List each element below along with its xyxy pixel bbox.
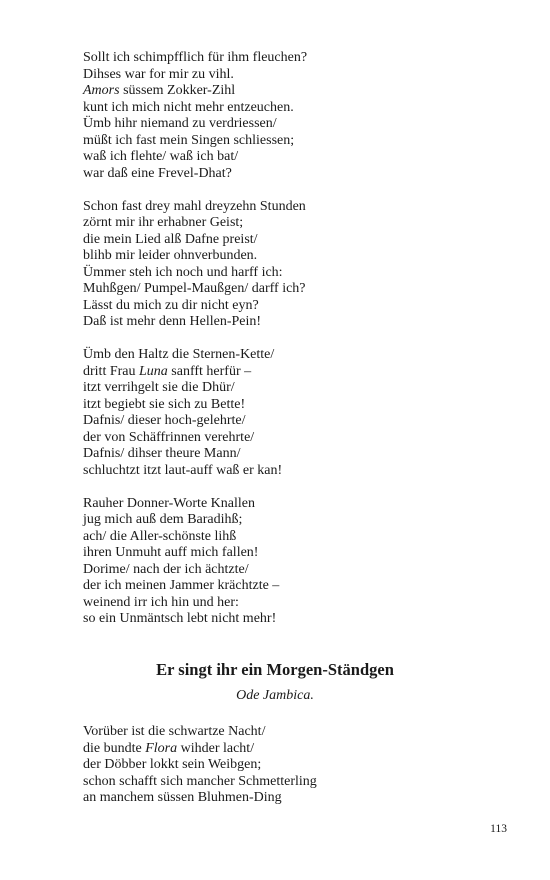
poem-title: Er singt ihr ein Morgen-Ständgen xyxy=(156,660,394,679)
verse-line xyxy=(83,149,503,166)
verse-text: itzt verrihgelt sie die Dhür/ xyxy=(83,380,235,395)
verse-line xyxy=(83,578,503,595)
verse-line xyxy=(83,545,503,562)
verse-line xyxy=(83,100,503,117)
verse-line xyxy=(83,380,503,397)
stanza xyxy=(83,347,503,479)
verse-text: kunt ich mich nicht mehr entzeuchen. xyxy=(83,99,294,115)
poem-subtitle: Ode Jambica. xyxy=(236,688,314,703)
verse-line xyxy=(83,281,503,298)
verse-line xyxy=(83,364,503,381)
verse-text: blihb mir leider ohnverbunden. xyxy=(83,248,258,263)
verse-line xyxy=(83,116,503,133)
verse-line xyxy=(83,446,503,463)
verse-line xyxy=(83,430,503,447)
verse-text: so ein Unmäntsch lebt nicht mehr! xyxy=(83,611,277,626)
verse-line xyxy=(83,347,503,364)
verse-text: der Döbber lokkt sein Weibgen; xyxy=(83,757,262,772)
verse-text: der von Schäffrinnen verehrte/ xyxy=(83,429,255,445)
next-poem-body xyxy=(83,724,503,807)
verse-line xyxy=(83,496,503,513)
verse-text: Rauher Donner-Worte Knallen xyxy=(83,495,255,511)
verse-line xyxy=(83,166,503,183)
verse-text: Ümb hihr niemand zu verdriessen/ xyxy=(83,116,277,131)
page-number: 113 xyxy=(490,823,507,835)
verse-text: Schon fast drey mahl dreyzehn Stunden xyxy=(83,198,306,214)
stanza xyxy=(83,724,503,807)
verse-text: müßt ich fast mein Singen schliessen; xyxy=(83,132,295,148)
verse-line xyxy=(83,774,503,791)
verse-line xyxy=(83,595,503,612)
verse-text: itzt begiebt sie sich zu Bette! xyxy=(83,396,246,412)
verse-line xyxy=(83,83,503,100)
verse-text: wihder lacht/ xyxy=(177,740,255,756)
verse-text: Dafnis/ dihser theure Mann/ xyxy=(83,446,241,461)
verse-text: war daß eine Frevel-Dhat? xyxy=(83,165,232,181)
verse-text: Dafnis/ dieser hoch-gelehrte/ xyxy=(83,413,246,428)
verse-text: ach/ die Aller-schönste lihß xyxy=(83,528,237,544)
verse-text: süssem Zokker-Zihl xyxy=(119,83,236,98)
verse-line xyxy=(83,67,503,84)
stanza xyxy=(83,496,503,628)
verse-text: Dihses war for mir zu vihl. xyxy=(83,66,234,82)
verse-line xyxy=(83,757,503,774)
verse-text: jug mich auß dem Baradihß; xyxy=(83,512,243,527)
stanza xyxy=(83,199,503,331)
verse-text: Muhßgen/ Pumpel-Maußgen/ darff ich? xyxy=(83,281,306,296)
verse-text: Sollt ich schimpfflich für ihm fleuchen? xyxy=(83,50,308,65)
verse-line xyxy=(83,790,503,807)
verse-text: ihren Unmuht auff mich fallen! xyxy=(83,545,259,560)
verse-line xyxy=(83,413,503,430)
verse-line xyxy=(83,199,503,216)
verse-text: sanfft herfür – xyxy=(167,363,252,379)
verse-line xyxy=(83,232,503,249)
verse-text: die bundte xyxy=(83,740,146,756)
verse-line xyxy=(83,741,503,758)
verse-text: Ümmer steh ich noch und harff ich: xyxy=(83,264,283,280)
verse-text: Vorüber ist die schwartze Nacht/ xyxy=(83,724,266,739)
verse-line xyxy=(83,265,503,282)
verse-line xyxy=(83,512,503,529)
poem-body xyxy=(83,50,503,628)
verse-text: waß ich flehte/ waß ich bat/ xyxy=(83,149,239,164)
verse-text: weinend irr ich hin und her: xyxy=(83,594,239,610)
verse-line xyxy=(83,724,503,741)
verse-line xyxy=(83,50,503,67)
italic-name: Flora xyxy=(145,740,178,756)
verse-text: die mein Lied alß Dafne preist/ xyxy=(83,231,258,247)
verse-text: Lässt du mich zu dir nicht eyn? xyxy=(83,297,259,313)
verse-text: an manchem süssen Bluhmen-Ding xyxy=(83,790,282,805)
verse-text: Daß ist mehr denn Hellen-Pein! xyxy=(83,314,262,329)
verse-text: zörnt mir ihr erhabner Geist; xyxy=(83,215,244,230)
verse-line xyxy=(83,314,503,331)
verse-text: der ich meinen Jammer krächtzte – xyxy=(83,578,280,593)
verse-line xyxy=(83,397,503,414)
verse-line xyxy=(83,298,503,315)
verse-line xyxy=(83,611,503,628)
verse-text: Dorime/ nach der ich ächtzte/ xyxy=(83,561,249,577)
verse-line xyxy=(83,529,503,546)
verse-line xyxy=(83,215,503,232)
verse-line xyxy=(83,562,503,579)
verse-text: schon schafft sich mancher Schmetterling xyxy=(83,773,317,789)
verse-text: dritt Frau xyxy=(83,363,139,379)
italic-name: Luna xyxy=(139,363,168,379)
verse-line xyxy=(83,248,503,265)
verse-text: Ümb den Haltz die Sternen-Kette/ xyxy=(83,347,275,362)
verse-line xyxy=(83,463,503,480)
verse-text: schluchtzt itzt laut-auff waß er kan! xyxy=(83,462,283,478)
italic-name: Amors xyxy=(83,83,120,98)
stanza xyxy=(83,50,503,182)
verse-line xyxy=(83,133,503,150)
